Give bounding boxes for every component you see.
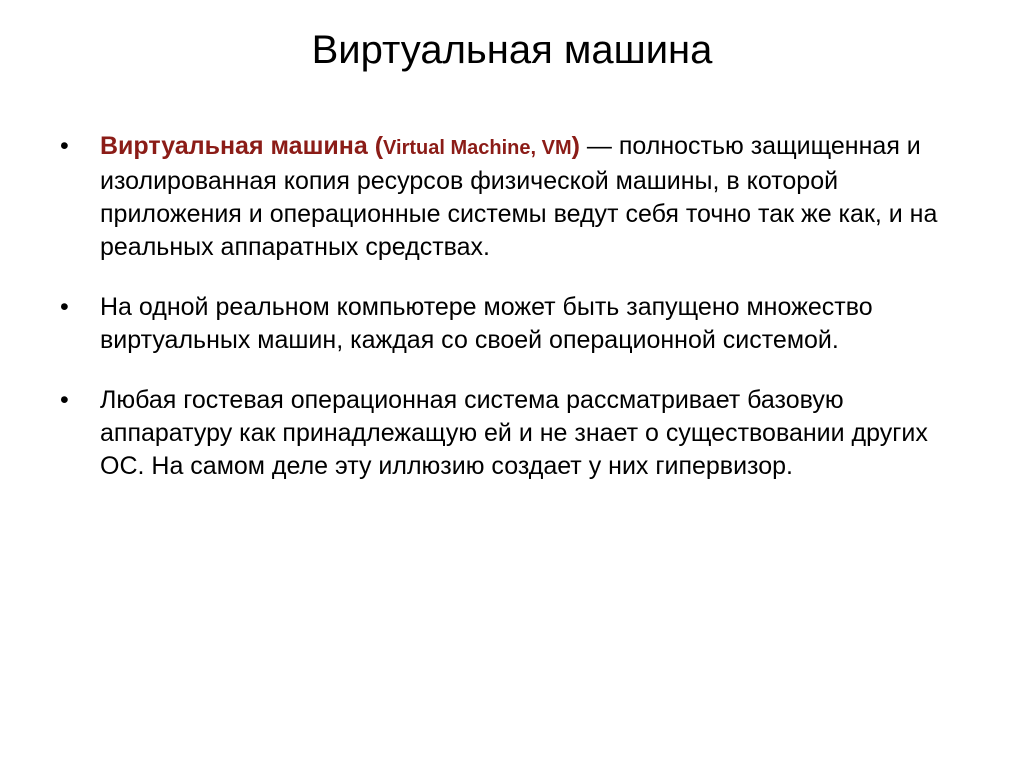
slide-title: Виртуальная машина <box>311 28 713 72</box>
bullet-marker: • <box>60 293 69 321</box>
bullet-item-1 <box>60 130 970 264</box>
bullet-text: — полностью защищенная и изолированная копия ресурсов физической машины, в которой приложения и операционные системы ведут себя точно так же как, и на реальных аппаратных средствах. <box>100 132 938 261</box>
bullet-item-3 <box>60 384 970 483</box>
term-close-paren: ) <box>571 132 580 160</box>
bullet-list <box>60 130 970 510</box>
bullet-text: На одной реальном компьютере может быть запущено множество виртуальных машин, каждая со своей операционной системой. <box>100 293 873 354</box>
term-russian: Виртуальная машина ( <box>100 132 384 160</box>
bullet-marker: • <box>60 386 69 414</box>
bullet-item-2 <box>60 291 970 357</box>
bullet-text: Любая гостевая операционная система рассматривает базовую аппаратуру как принадлежащую ей и не знает о существовании других ОС. На самом деле эту иллюзию создает у них гипервизор. <box>100 386 928 480</box>
term-english: Virtual Machine, VM <box>383 137 572 159</box>
bullet-marker: • <box>60 132 69 160</box>
